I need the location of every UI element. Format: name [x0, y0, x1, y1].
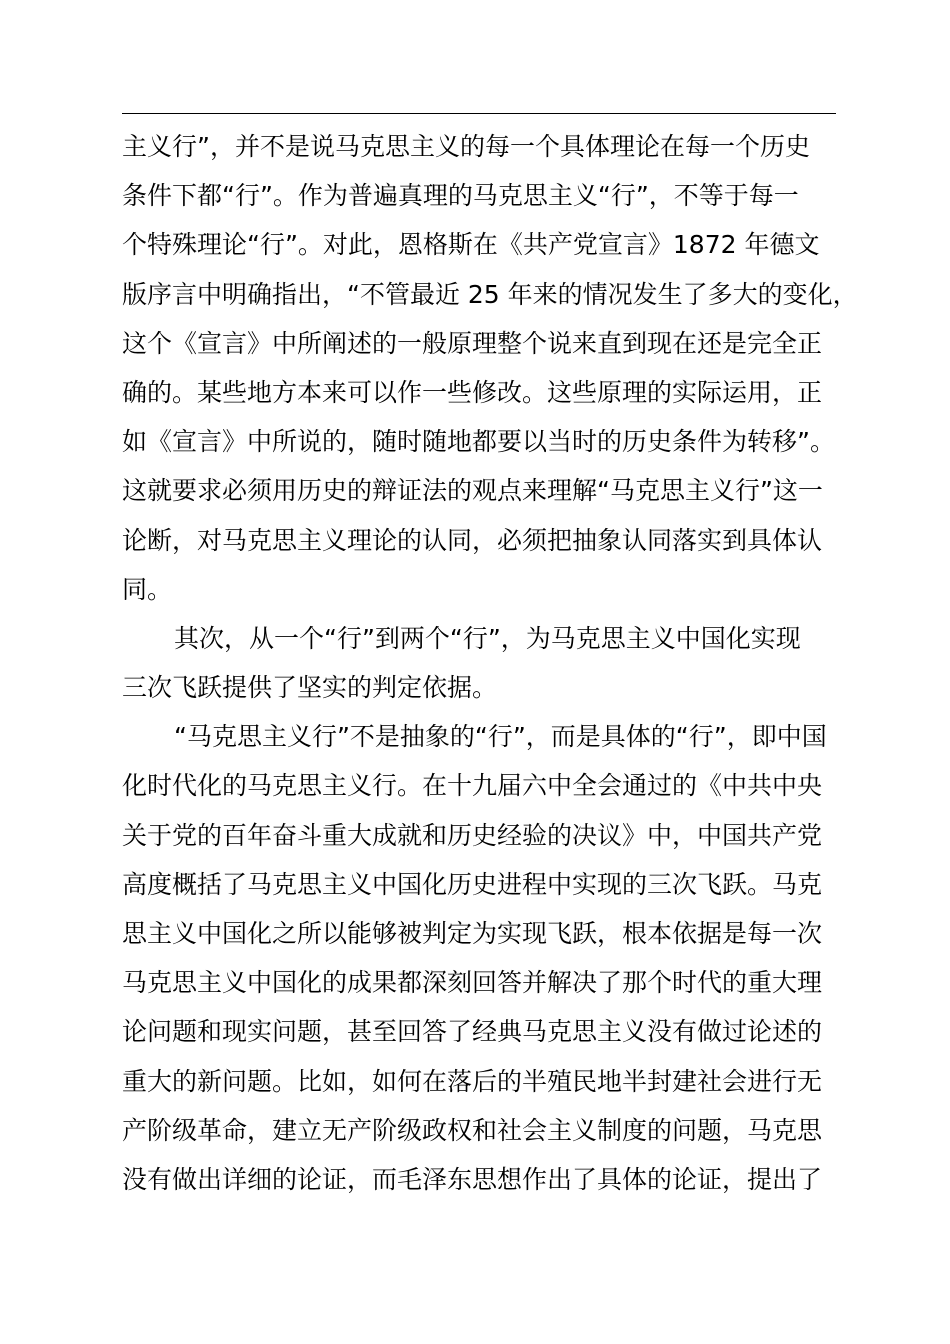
text-line: 三次飞跃提供了坚实的判定依据。 [122, 673, 498, 703]
text-line: 化时代化的马克思主义行。在十九届六中全会通过的《中共中央 [122, 771, 823, 801]
text-line: 这个《宣言》中所阐述的一般原理整个说来直到现在还是完全正 [122, 328, 823, 358]
text-line: 高度概括了马克思主义中国化历史进程中实现的三次飞跃。马克 [122, 869, 823, 899]
paragraph-start-line: 其次，从一个“行”到两个“行”，为马克思主义中国化实现 [174, 623, 801, 653]
header-rule [122, 113, 836, 114]
text-line: 主义行”，并不是说马克思主义的每一个具体理论在每一个历史 [122, 132, 810, 161]
text-line: 重大的新问题。比如，如何在落后的半殖民地半封建社会进行无 [122, 1066, 823, 1096]
text-line: 产阶级革命，建立无产阶级政权和社会主义制度的问题，马克思 [122, 1115, 823, 1145]
text-line: 个特殊理论“行”。对此，恩格斯在《共产党宣言》1872 年德文 [122, 230, 820, 260]
text-line: 版序言中明确指出，“不管最近 25 年来的情况发生了多大的变化， [122, 279, 858, 309]
text-line: 没有做出详细的论证，而毛泽东思想作出了具体的论证，提出了 [122, 1164, 823, 1194]
text-line: 同。 [122, 574, 173, 604]
text-line: 关于党的百年奋斗重大成就和历史经验的决议》中，中国共产党 [122, 820, 823, 850]
body-text [122, 122, 862, 1204]
text-line: 条件下都“行”。作为普遍真理的马克思主义“行”，不等于每一 [122, 181, 799, 211]
text-line: 如《宣言》中所说的，随时随地都要以当时的历史条件为转移”。 [122, 427, 835, 457]
text-line: 这就要求必须用历史的辩证法的观点来理解“马克思主义行”这一 [122, 476, 823, 506]
text-line: 论断，对马克思主义理论的认同，必须把抽象认同落实到具体认 [122, 525, 823, 555]
paragraph-start-line: “马克思主义行”不是抽象的“行”，而是具体的“行”，即中国 [174, 722, 827, 752]
text-line: 马克思主义中国化的成果都深刻回答并解决了那个时代的重大理 [122, 968, 823, 998]
text-line: 确的。某些地方本来可以作一些修改。这些原理的实际运用，正 [122, 377, 823, 407]
text-line: 论问题和现实问题，甚至回答了经典马克思主义没有做过论述的 [122, 1017, 823, 1047]
text-line: 思主义中国化之所以能够被判定为实现飞跃，根本依据是每一次 [122, 919, 823, 948]
